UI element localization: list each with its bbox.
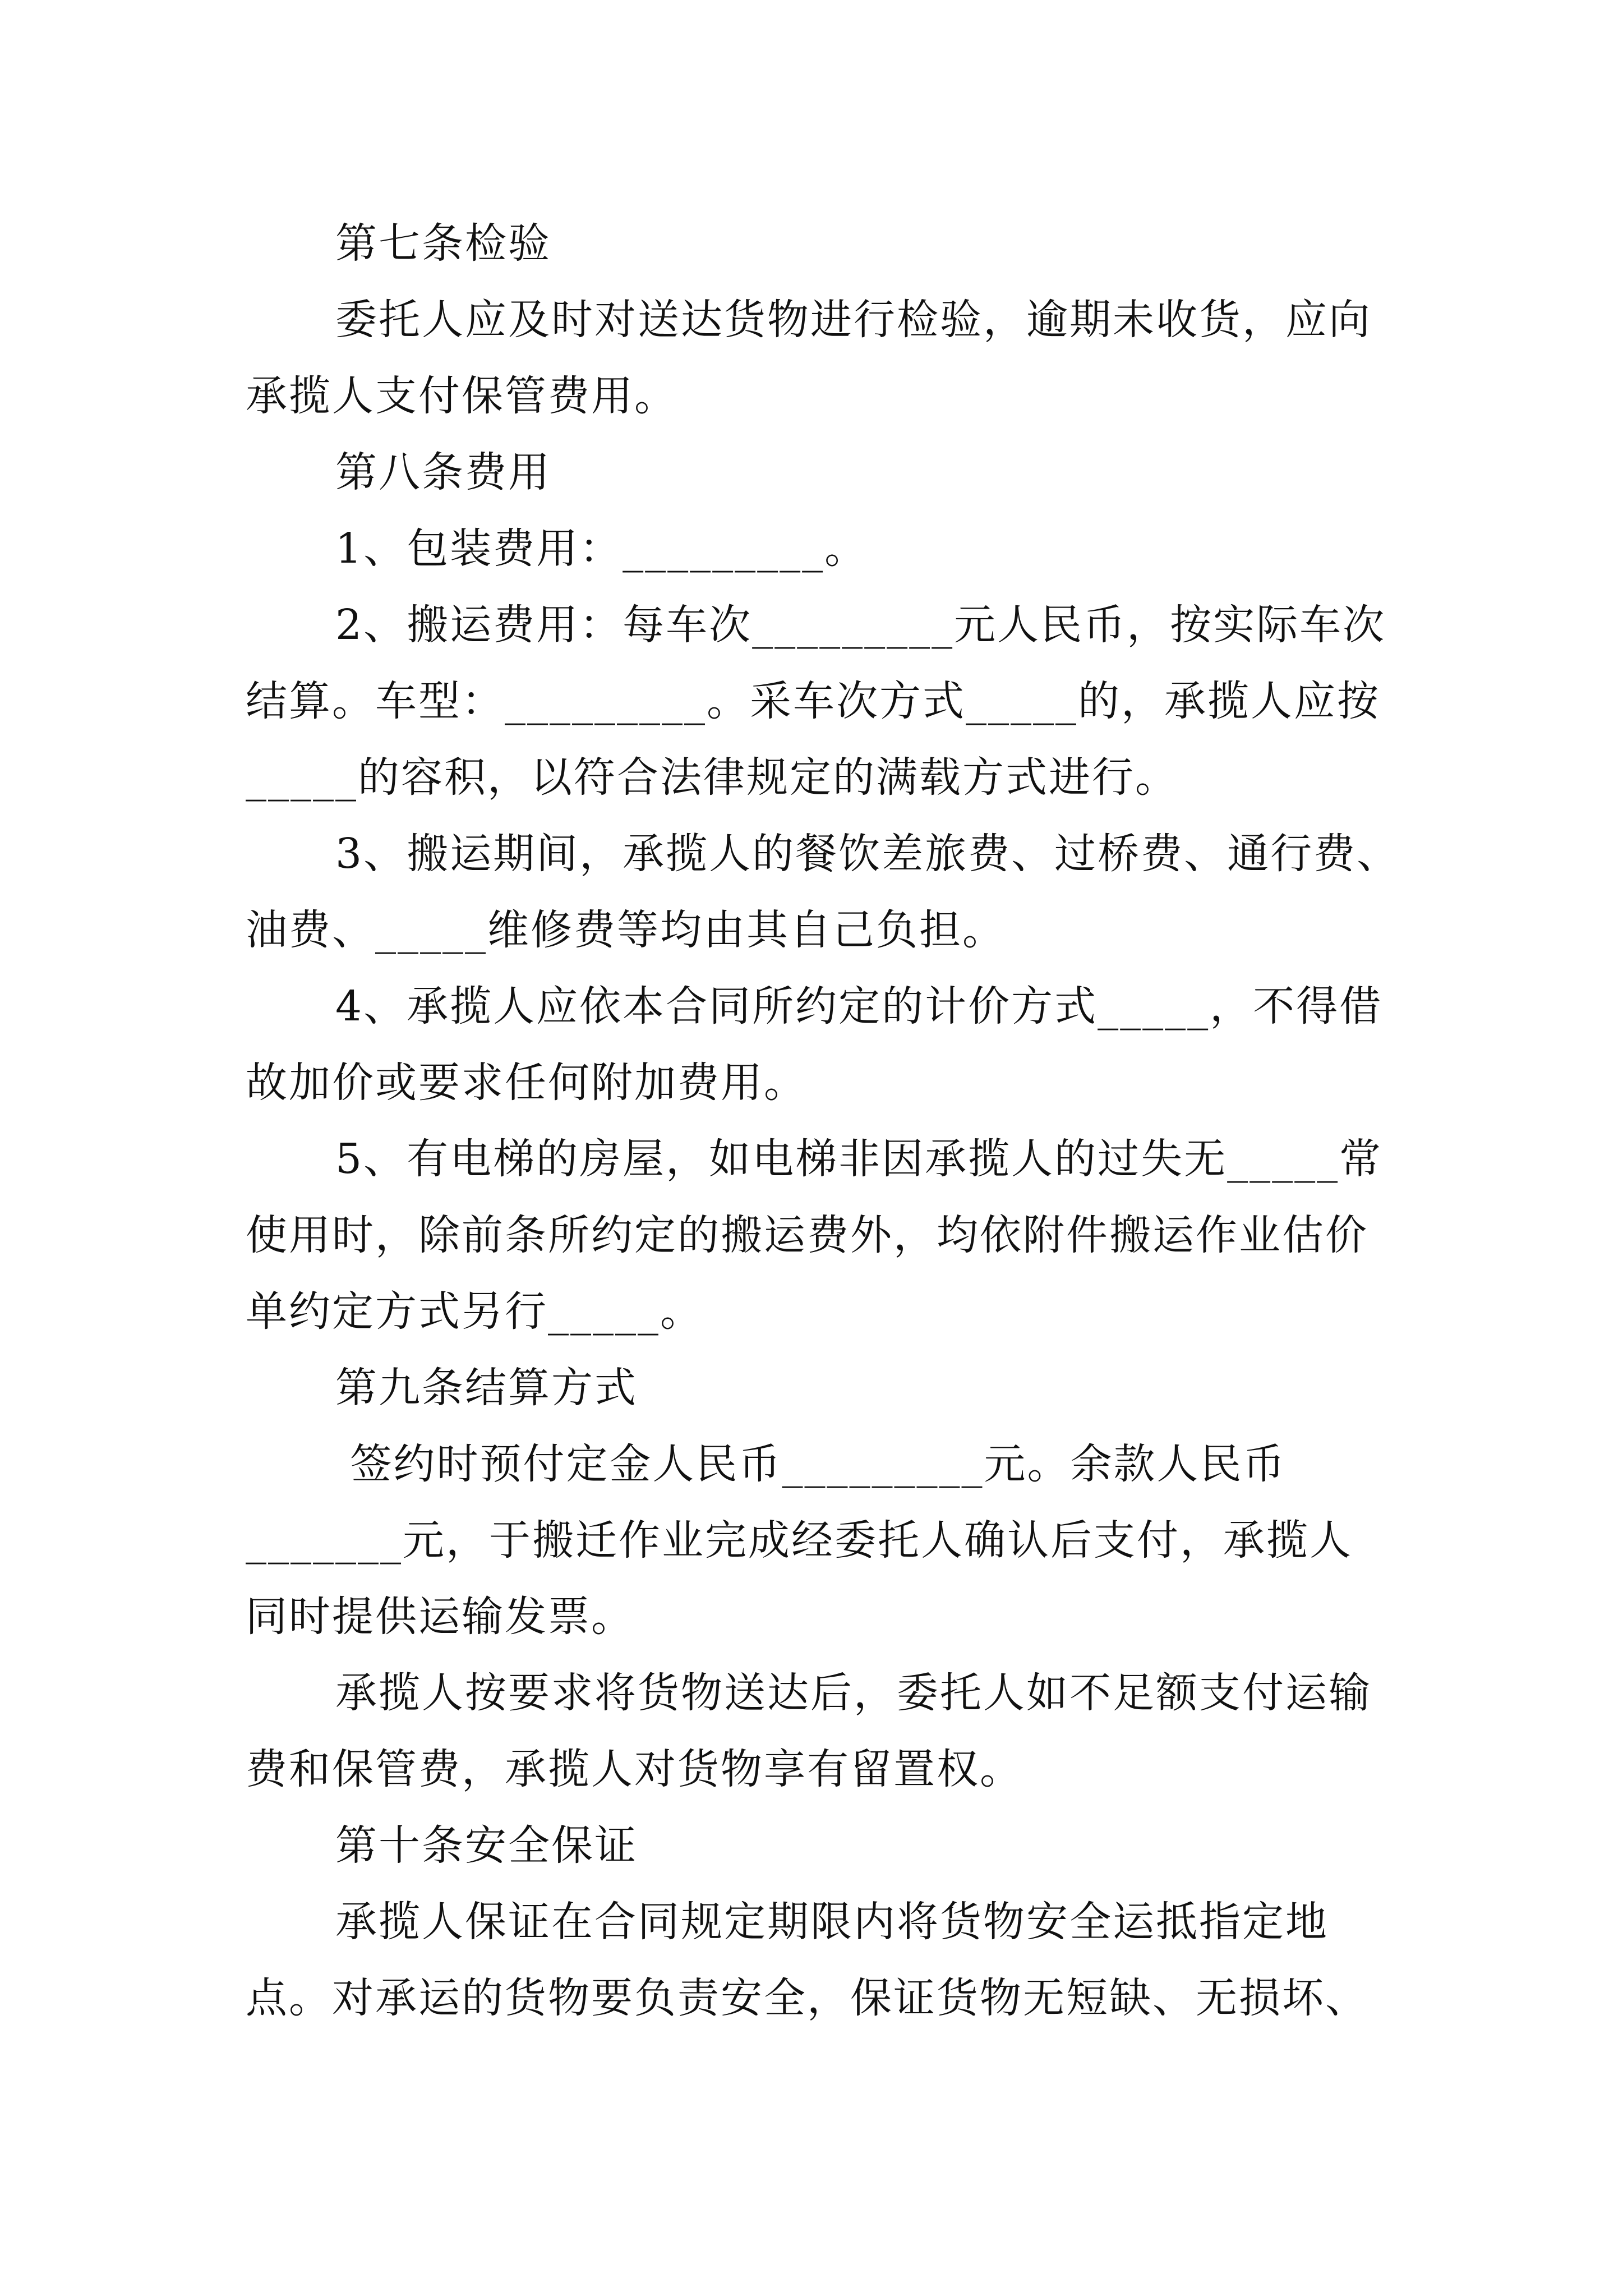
paragraph-line: 油费、_____维修费等均由其自己负担。 [246,906,1006,954]
list-item: 4、承揽人应依本合同所约定的计价方式_____，不得借 [335,982,1383,1030]
paragraph-line: 委托人应及时对送达货物进行检验，逾期未收货，应向 [335,296,1372,344]
paragraph-line: _______元，于搬迁作业完成经委托人确认后支付，承揽人 [246,1516,1353,1565]
list-item: 5、有电梯的房屋，如电梯非因承揽人的过失无_____常 [335,1135,1383,1183]
paragraph-line: 故加价或要求任何附加费用。 [246,1059,807,1107]
paragraph-line: 单约定方式另行_____。 [246,1287,703,1336]
paragraph-line: 费和保管费，承揽人对货物享有留置权。 [246,1745,1023,1793]
paragraph-line: 结算。车型：_________。采车次方式_____的，承揽人应按 [246,677,1380,725]
list-item: 3、搬运期间，承揽人的餐饮差旅费、过桥费、通行费、 [335,830,1400,878]
paragraph-line: 点。对承运的货物要负责安全，保证货物无短缺、无损坏、 [246,1974,1368,2022]
paragraph-line: 承揽人支付保管费用。 [246,372,677,420]
heading-article-9: 第九条结算方式 [335,1364,638,1412]
list-item: 1、包装费用：_________。 [335,524,868,573]
paragraph-line: 承揽人保证在合同规定期限内将货物安全运抵指定地 [335,1898,1329,1946]
heading-article-8: 第八条费用 [335,448,551,496]
paragraph-line: 同时提供运输发票。 [246,1593,634,1641]
paragraph-line: 承揽人按要求将货物送达后，委托人如不足额支付运输 [335,1669,1372,1717]
paragraph-line: _____的容积，以符合法律规定的满载方式进行。 [246,753,1178,802]
heading-article-10: 第十条安全保证 [335,1821,638,1870]
heading-article-7: 第七条检验 [335,219,551,268]
paragraph-line: 签约时预付定金人民币_________元。余款人民币 [335,1440,1287,1488]
paragraph-line: 使用时，除前条所约定的搬运费外，均依附件搬运作业估价 [246,1211,1368,1259]
list-item: 2、搬运费用：每车次_________元人民币，按实际车次 [335,601,1386,649]
